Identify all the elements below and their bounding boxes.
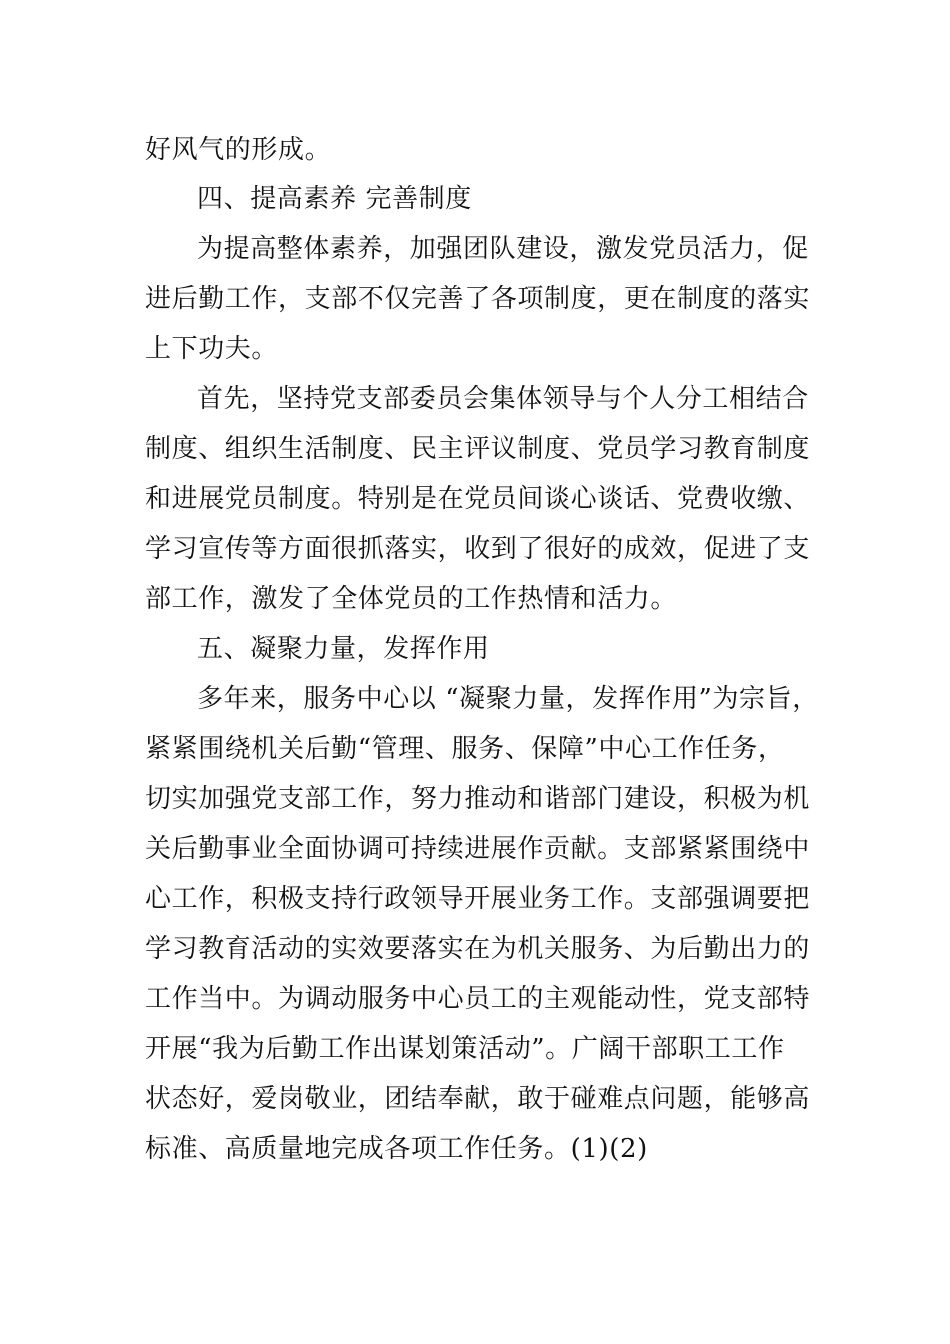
text-line: 部工作，激发了全体党员的工作热情和活力。 xyxy=(145,584,678,614)
text-line: 和进展党员制度。特别是在党员间谈心谈话、党费收缴、 xyxy=(145,484,811,514)
text-line: 开展“我为后勤工作出谋划策活动”。广阔干部职工工作 xyxy=(145,1034,785,1064)
text-line: 多年来，服务中心以 “凝聚力量，发挥作用”为宗旨， xyxy=(197,684,819,714)
text-line: 进后勤工作，支部不仅完善了各项制度，更在制度的落实 xyxy=(145,284,811,314)
text-line: 切实加强党支部工作，努力推动和谐部门建设，积极为机 xyxy=(145,784,811,814)
section-heading: 五、凝聚力量，发挥作用 xyxy=(197,634,490,664)
text-line: 关后勤事业全面协调可持续进展作贡献。支部紧紧围绕中 xyxy=(145,834,811,864)
text-line: 标准、高质量地完成各项工作任务。(1)(2) xyxy=(145,1134,648,1164)
text-line: 工作当中。为调动服务中心员工的主观能动性，党支部特 xyxy=(145,984,811,1014)
text-line: 首先，坚持党支部委员会集体领导与个人分工相结合 xyxy=(197,384,809,414)
text-line: 上下功夫。 xyxy=(145,334,279,364)
text-line: 为提高整体素养，加强团队建设，激发党员活力，促 xyxy=(197,234,809,264)
text-line: 心工作，积极支持行政领导开展业务工作。支部强调要把 xyxy=(145,884,811,914)
text-line: 紧紧围绕机关后勤“管理、服务、保障”中心工作任务， xyxy=(145,734,785,764)
text-line: 好风气的形成。 xyxy=(145,135,332,165)
section-heading: 四、提高素养 完善制度 xyxy=(197,184,472,214)
text-line: 学习教育活动的实效要落实在为机关服务、为后勤出力的 xyxy=(145,934,811,964)
text-line: 状态好，爱岗敬业，团结奉献，敢于碰难点问题，能够高 xyxy=(145,1084,811,1114)
text-line: 学习宣传等方面很抓落实，收到了很好的成效，促进了支 xyxy=(145,534,811,564)
text-line: 制度、组织生活制度、民主评议制度、党员学习教育制度 xyxy=(145,434,811,464)
